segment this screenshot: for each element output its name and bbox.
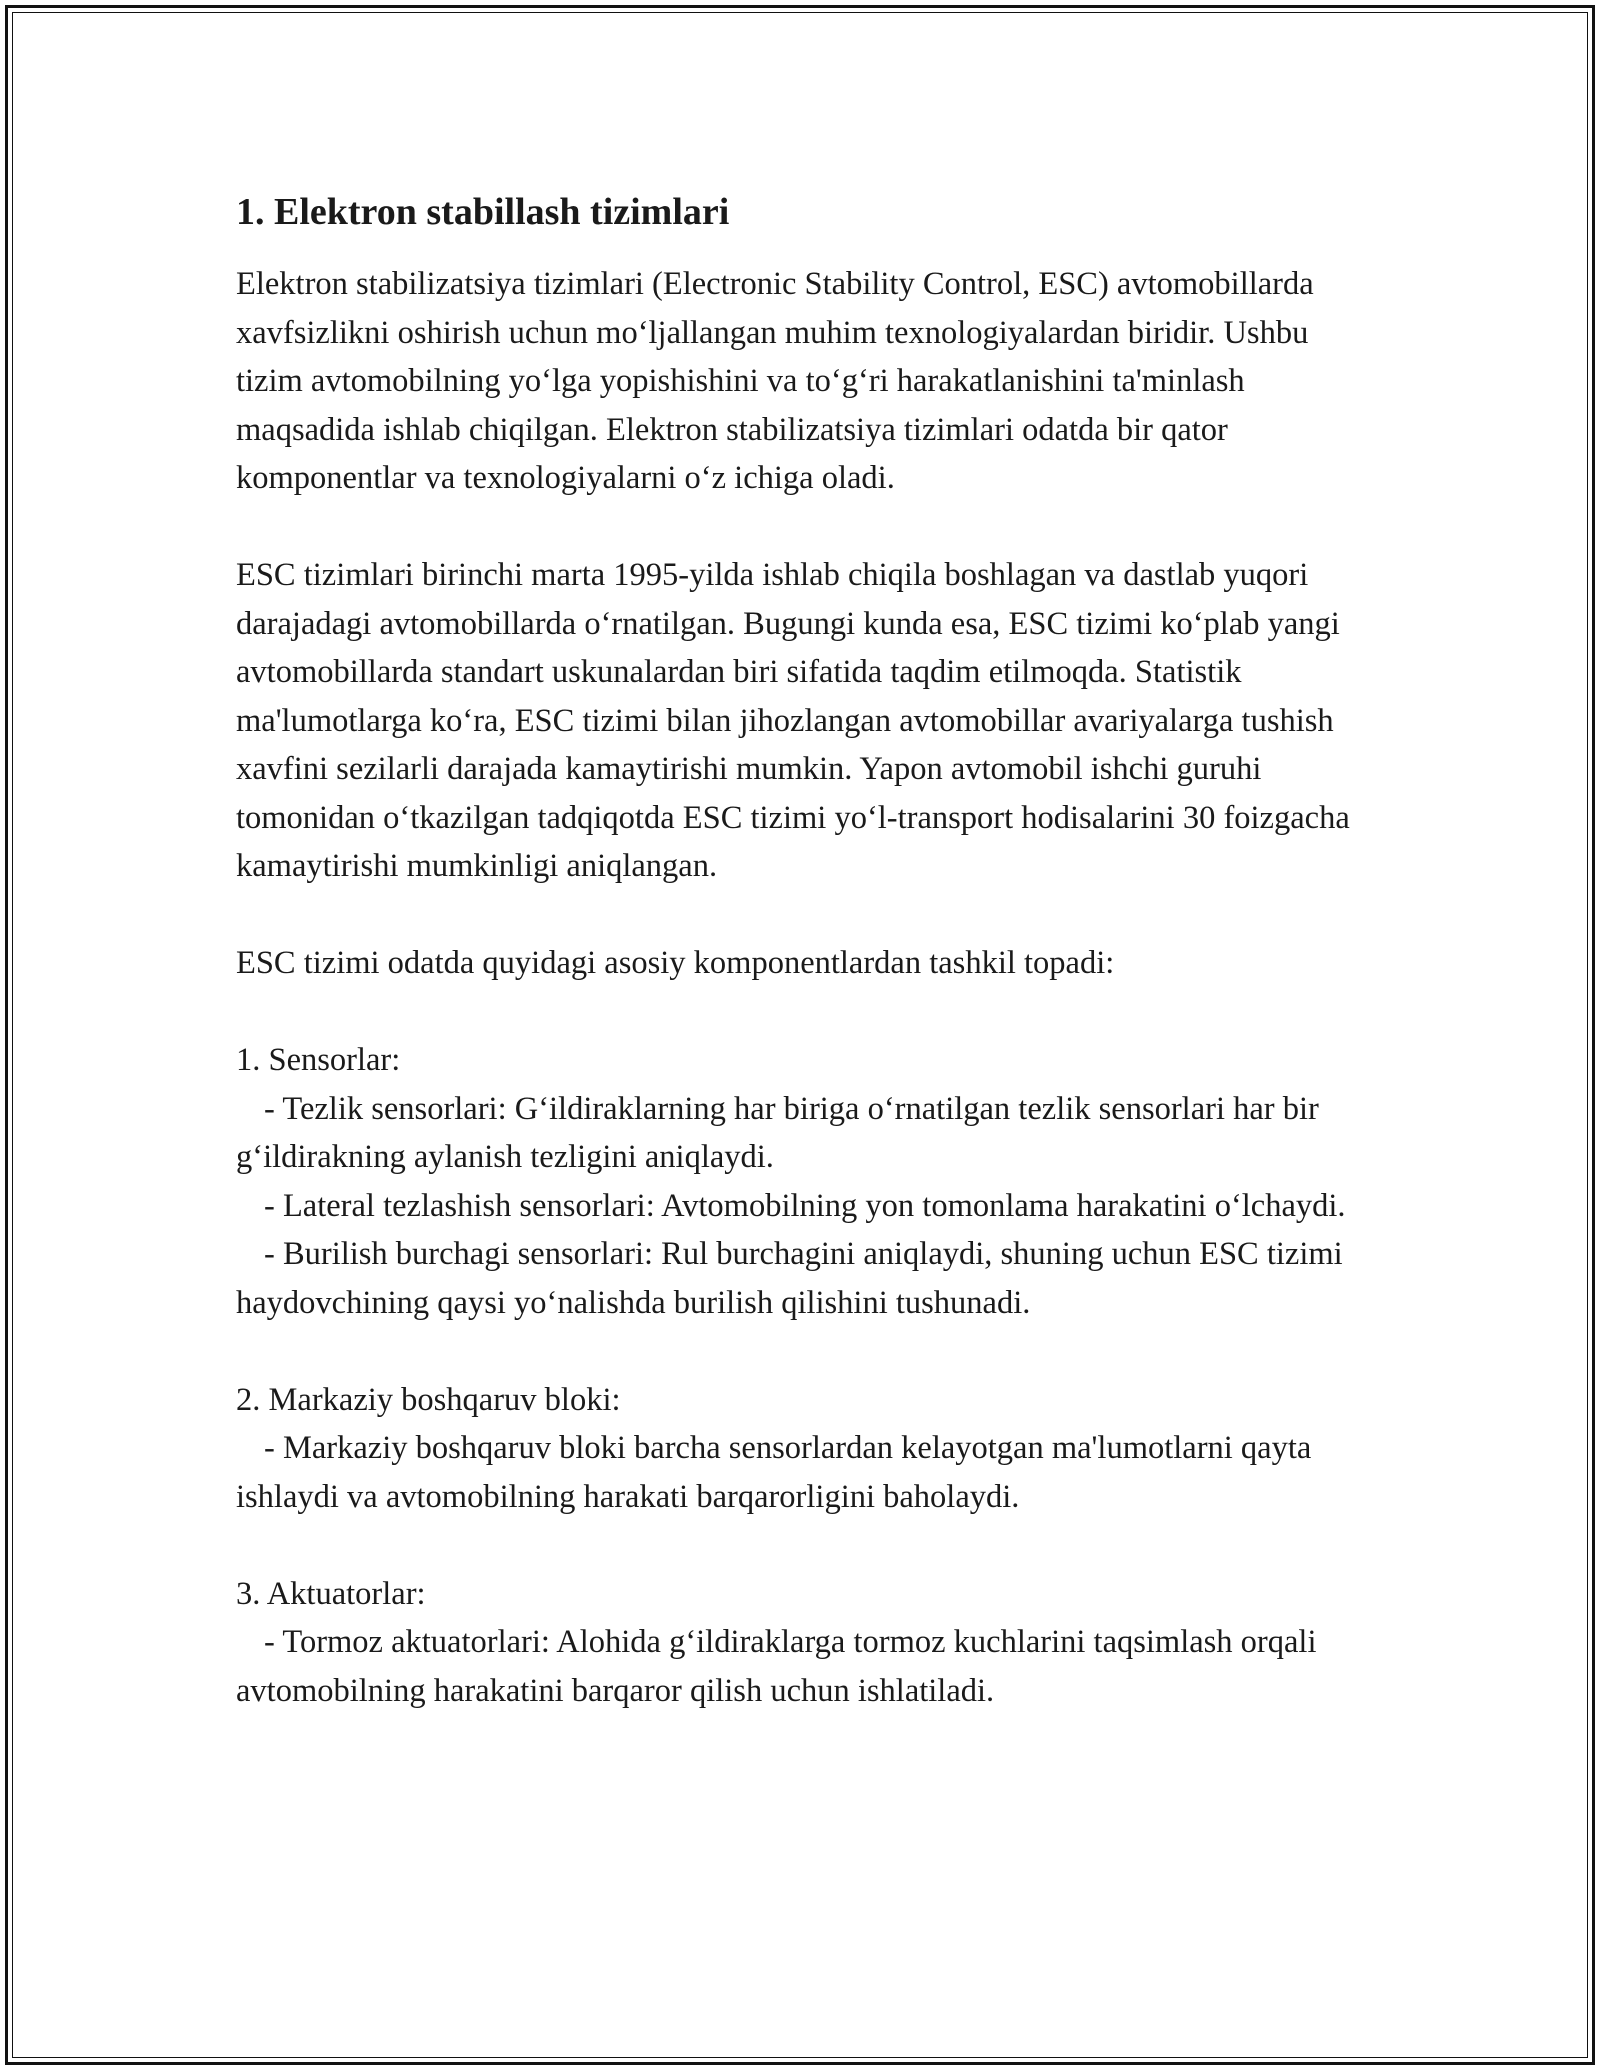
paragraph-components-intro: ESC tizimi odatda quyidagi asosiy komponentlardan tashkil topadi:	[236, 945, 1115, 981]
component-section-sensors	[236, 1036, 1376, 1327]
component-item: - Lateral tezlashish sensorlari: Avtomobilning yon tomonlama harakatini o‘lchaydi.	[264, 1187, 1346, 1224]
component-section-control-unit	[236, 1376, 1376, 1522]
component-item: - Burilish burchagi sensorlari: Rul burchagini aniqlaydi, shuning uchun ESC tizimi haydovchining qaysi yo‘nalishda burilish qilishini tushunadi.	[236, 1236, 1343, 1321]
paragraph-intro: Elektron stabilizatsiya tizimlari (Electronic Stability Control, ESC) avtomobillarda xavfsizlikni oshirish uchun mo‘ljallangan muhim texnologiyalardan biridir. Ushbu tizim avtomobilning yo‘lga yopishishini va to‘g‘ri harakatlanishini ta'minlash maqsadida ishlab chiqilgan. Elektron stabilizatsiya tizimlari odatda bir qator komponentlar va texnologiyalarni o‘z ichiga oladi.	[236, 266, 1314, 496]
component-title: 3. Aktuatorlar:	[236, 1575, 426, 1612]
component-item: - Tormoz aktuatorlari: Alohida g‘ildiraklarga tormoz kuchlarini taqsimlash orqali avtomobilning harakatini barqaror qilish uchun ishlatiladi.	[236, 1624, 1317, 1709]
component-item: - Markaziy boshqaruv bloki barcha sensorlardan kelayotgan ma'lumotlarni qayta ishlaydi va avtomobilning harakati barqarorligini baholaydi.	[236, 1430, 1312, 1515]
component-section-actuators	[236, 1570, 1376, 1716]
component-title: 1. Sensorlar:	[236, 1042, 401, 1078]
document-text	[236, 260, 1376, 1715]
component-title: 2. Markaziy boshqaruv bloki:	[236, 1381, 621, 1418]
document-body	[236, 184, 1376, 1764]
component-item: - Tezlik sensorlari: G‘ildiraklarning har biriga o‘rnatilgan tezlik sensorlari har bir g‘ildirakning aylanish tezligini aniqlaydi.	[236, 1090, 1319, 1175]
paragraph-history: ESC tizimlari birinchi marta 1995-yilda ishlab chiqila boshlagan va dastlab yuqori darajadagi avtomobillarda o‘rnatilgan. Bugungi kunda esa, ESC tizimi ko‘plab yangi avtomobillarda standart uskunalardan biri sifatida taqdim etilmoqda. Statistik ma'lumotlarga ko‘ra, ESC tizimi bilan jihozlangan avtomobillar avariyalarga tushish xavfini sezilarli darajada kamaytirishi mumkin. Yapon avtomobil ishchi guruhi tomonidan o‘tkazilgan tadqiqotda ESC tizimi yo‘l-transport hodisalarini 30 foizgacha kamaytirishi mumkinligi aniqlangan.	[236, 557, 1350, 884]
section-heading: 1. Elektron stabillash tizimlari	[236, 191, 730, 233]
